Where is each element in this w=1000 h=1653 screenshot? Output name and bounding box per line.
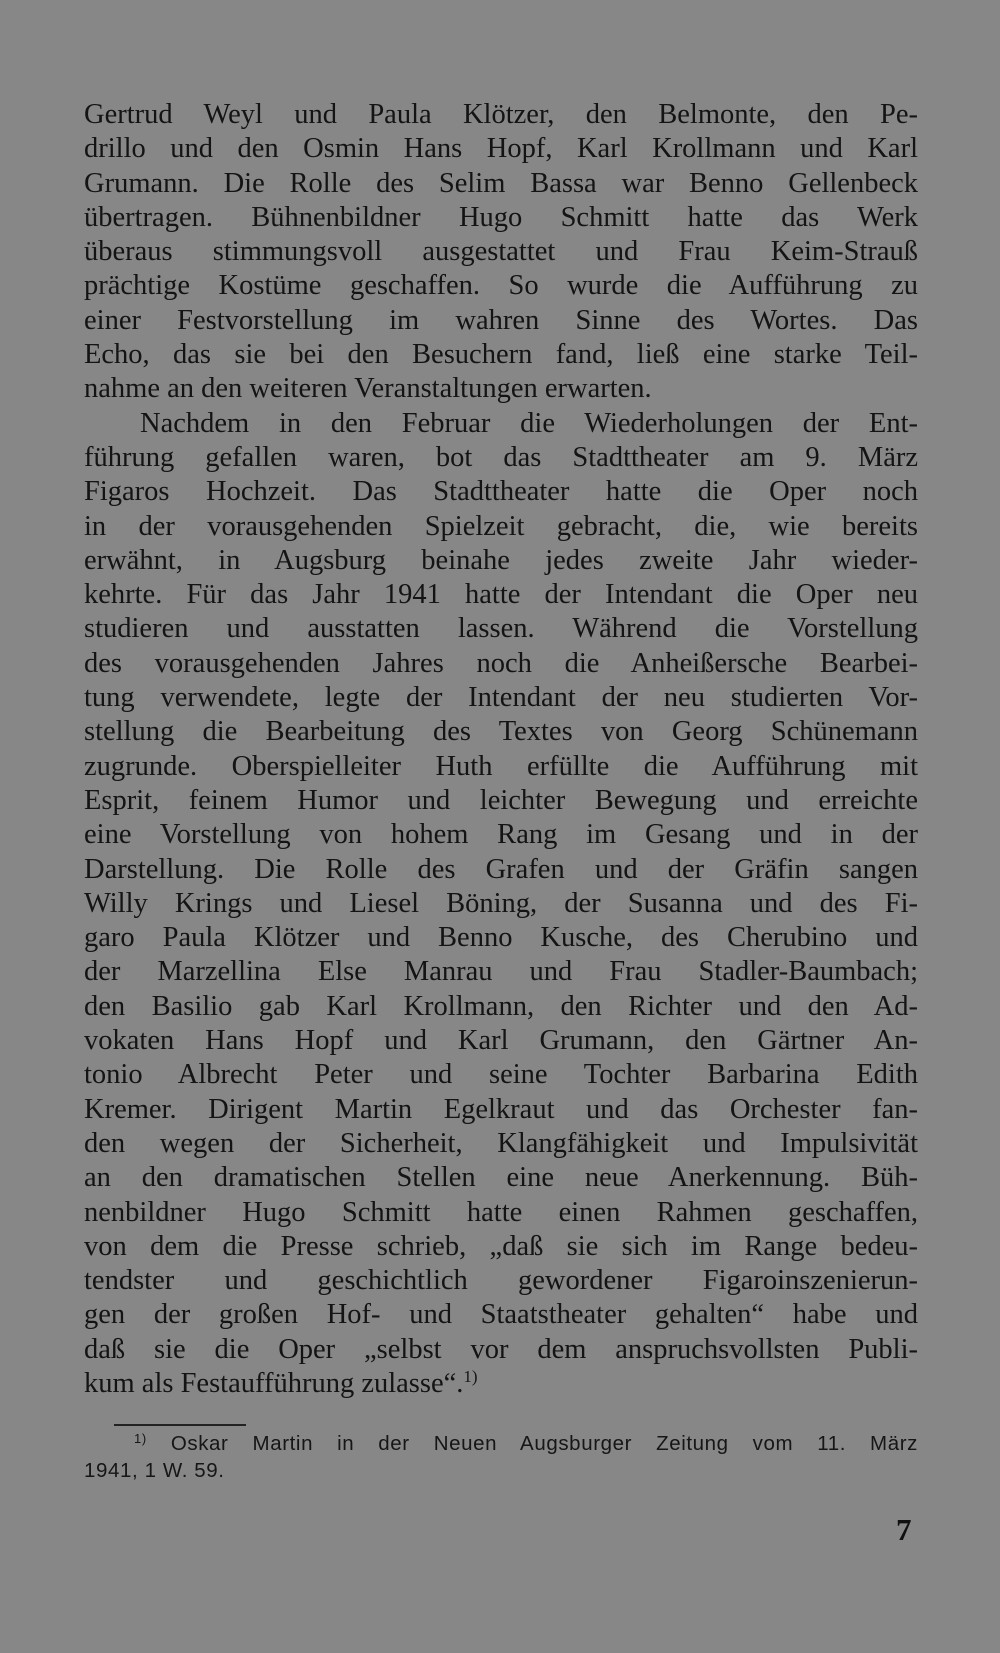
text-line: tonio Albrecht Peter und seine Tochter Barbarina Edith <box>84 1059 918 1091</box>
text-line: drillo und den Osmin Hans Hopf, Karl Krollmann und Karl <box>84 133 918 165</box>
text-line: eine Vorstellung von hohem Rang im Gesang und in der <box>84 819 918 851</box>
text-line-final-content: kum als Festaufführung zulasse“. <box>84 1367 464 1399</box>
text-line: Nachdem in den Februar die Wiederholungen der Ent- <box>140 407 918 439</box>
text-line: Kremer. Dirigent Martin Egelkraut und das Orchester fan- <box>84 1093 918 1125</box>
footnote-divider <box>114 1424 246 1426</box>
body-text <box>84 98 918 1401</box>
text-line: Esprit, feinem Humor und leichter Bewegung und erreichte <box>84 784 918 816</box>
footnote <box>84 1430 918 1484</box>
footnote-marker: 1) <box>134 1431 147 1446</box>
text-line: zugrunde. Oberspielleiter Huth erfüllte die Aufführung mit <box>84 750 918 782</box>
text-line: den Basilio gab Karl Krollmann, den Richter und den Ad- <box>84 990 918 1022</box>
text-line: tung verwendete, legte der Intendant der neu studierten Vor- <box>84 682 918 714</box>
text-line: garo Paula Klötzer und Benno Kusche, des Cherubino und <box>84 922 918 954</box>
text-line: nahme an den weiteren Veranstaltungen erwarten. <box>84 373 652 405</box>
text-line: Gertrud Weyl und Paula Klötzer, den Belmonte, den Pe- <box>84 99 918 130</box>
text-line: des vorausgehenden Jahres noch die Anheißersche Bearbei- <box>84 647 918 679</box>
text-line: Echo, das sie bei den Besuchern fand, ließ eine starke Teil- <box>84 339 918 371</box>
text-line: in der vorausgehenden Spielzeit gebracht, die, wie bereits <box>84 510 918 542</box>
text-line: daß sie die Oper „selbst vor dem anspruchsvollsten Publi- <box>84 1333 918 1365</box>
text-line: nenbildner Hugo Schmitt hatte einen Rahmen geschaffen, <box>84 1196 918 1228</box>
text-line: tendster und geschichtlich gewordener Figaroinszenierun- <box>84 1265 918 1297</box>
footnote-text: Oskar Martin in der Neuen Augsburger Zeitung vom 11. März <box>170 1432 919 1455</box>
page-number: 7 <box>896 1512 912 1547</box>
text-line: einer Festvorstellung im wahren Sinne des Wortes. Das <box>84 304 918 336</box>
text-line: führung gefallen waren, bot das Stadttheater am 9. März <box>84 441 918 473</box>
text-line: kehrte. Für das Jahr 1941 hatte der Intendant die Oper neu <box>84 579 918 611</box>
text-line: prächtige Kostüme geschaffen. So wurde die Aufführung zu <box>84 270 918 302</box>
text-line: überaus stimmungsvoll ausgestattet und Frau Keim-Strauß <box>84 236 918 268</box>
text-line: gen der großen Hof- und Staatstheater gehalten“ habe und <box>84 1299 918 1331</box>
text-line: vokaten Hans Hopf und Karl Grumann, den Gärtner An- <box>84 1025 918 1057</box>
text-line: übertragen. Bühnenbildner Hugo Schmitt hatte das Werk <box>84 201 918 233</box>
text-line: von dem die Presse schrieb, „daß sie sich im Range bedeu- <box>84 1230 918 1262</box>
text-line: erwähnt, in Augsburg beinahe jedes zweite Jahr wieder- <box>84 544 918 576</box>
text-line: der Marzellina Else Manrau und Frau Stadler-Baumbach; <box>84 956 918 988</box>
text-line: studieren und ausstatten lassen. Während die Vorstellung <box>84 613 918 645</box>
text-line: den wegen der Sicherheit, Klangfähigkeit und Impulsivität <box>84 1127 918 1159</box>
text-line: Figaros Hochzeit. Das Stadttheater hatte die Oper noch <box>84 476 918 508</box>
text-line: an den dramatischen Stellen eine neue Anerkennung. Büh- <box>84 1162 918 1194</box>
footnote-line: 1941, 1 W. 59. <box>84 1459 225 1482</box>
text-line: stellung die Bearbeitung des Textes von Georg Schünemann <box>84 716 918 748</box>
footnote-line <box>84 1430 918 1457</box>
text-line-final <box>84 1367 918 1401</box>
text-line: Grumann. Die Rolle des Selim Bassa war Benno Gellenbeck <box>84 167 918 199</box>
text-line: Darstellung. Die Rolle des Grafen und der Gräfin sangen <box>84 853 918 885</box>
footnote-reference: 1) <box>463 1366 478 1386</box>
text-line: Willy Krings und Liesel Böning, der Susanna und des Fi- <box>84 887 918 919</box>
